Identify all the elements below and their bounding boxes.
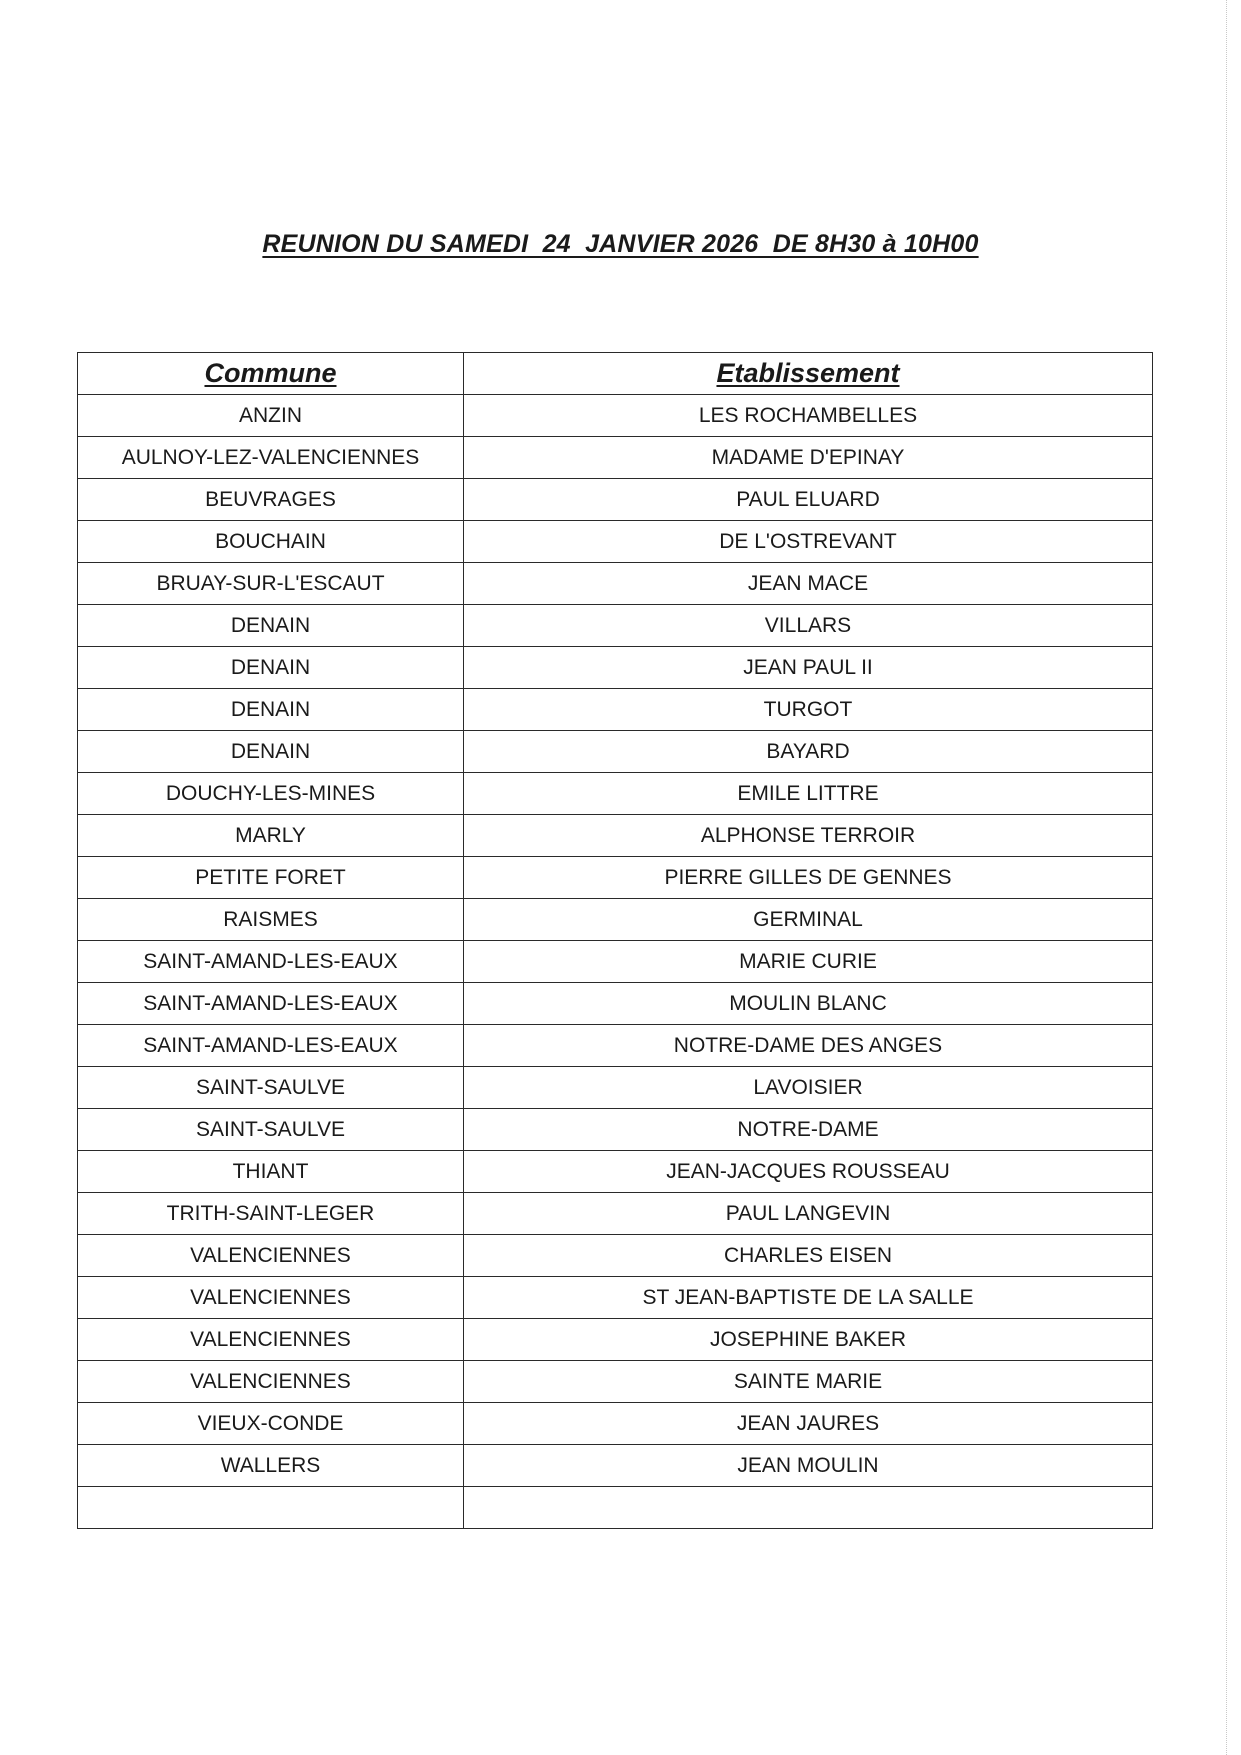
table-row — [78, 899, 1153, 941]
etablissement-cell: VILLARS — [464, 605, 1153, 647]
table-row — [78, 815, 1153, 857]
schedule-table — [77, 352, 1153, 1529]
column-header-commune: Commune — [78, 353, 464, 395]
table-row — [78, 1025, 1153, 1067]
etablissement-cell: MOULIN BLANC — [464, 983, 1153, 1025]
table-row — [78, 1235, 1153, 1277]
commune-cell: VALENCIENNES — [78, 1235, 464, 1277]
table-row — [78, 1151, 1153, 1193]
commune-cell: TRITH-SAINT-LEGER — [78, 1193, 464, 1235]
etablissement-cell: JEAN-JACQUES ROUSSEAU — [464, 1151, 1153, 1193]
column-header-etablissement: Etablissement — [464, 353, 1153, 395]
etablissement-cell: TURGOT — [464, 689, 1153, 731]
etablissement-cell: JEAN JAURES — [464, 1403, 1153, 1445]
commune-cell: VIEUX-CONDE — [78, 1403, 464, 1445]
commune-cell: MARLY — [78, 815, 464, 857]
etablissement-cell: ALPHONSE TERROIR — [464, 815, 1153, 857]
commune-cell: VALENCIENNES — [78, 1277, 464, 1319]
table-row — [78, 983, 1153, 1025]
table-row — [78, 1277, 1153, 1319]
commune-cell: DOUCHY-LES-MINES — [78, 773, 464, 815]
commune-cell: SAINT-AMAND-LES-EAUX — [78, 983, 464, 1025]
etablissement-cell — [464, 1487, 1153, 1529]
commune-cell: WALLERS — [78, 1445, 464, 1487]
commune-cell: THIANT — [78, 1151, 464, 1193]
commune-cell: BOUCHAIN — [78, 521, 464, 563]
page-edge — [1226, 0, 1227, 1755]
document-title: REUNION DU SAMEDI 24 JANVIER 2026 DE 8H30 à 10H00 — [262, 230, 979, 258]
table-row — [78, 647, 1153, 689]
table-row — [78, 1361, 1153, 1403]
table-row — [78, 1319, 1153, 1361]
etablissement-cell: JEAN PAUL II — [464, 647, 1153, 689]
table-row — [78, 1445, 1153, 1487]
etablissement-cell: NOTRE-DAME — [464, 1109, 1153, 1151]
etablissement-cell: JEAN MACE — [464, 563, 1153, 605]
table-body — [78, 395, 1153, 1529]
table-row — [78, 1067, 1153, 1109]
table-row — [78, 479, 1153, 521]
etablissement-cell: DE L'OSTREVANT — [464, 521, 1153, 563]
commune-cell: DENAIN — [78, 647, 464, 689]
etablissement-cell: SAINTE MARIE — [464, 1361, 1153, 1403]
commune-cell: VALENCIENNES — [78, 1361, 464, 1403]
etablissement-cell: MADAME D'EPINAY — [464, 437, 1153, 479]
etablissement-cell: PIERRE GILLES DE GENNES — [464, 857, 1153, 899]
table-row — [78, 395, 1153, 437]
commune-cell: DENAIN — [78, 689, 464, 731]
table-row — [78, 1193, 1153, 1235]
table-row — [78, 731, 1153, 773]
etablissement-cell: LAVOISIER — [464, 1067, 1153, 1109]
commune-cell: SAINT-AMAND-LES-EAUX — [78, 941, 464, 983]
table-row — [78, 1403, 1153, 1445]
etablissement-cell: LES ROCHAMBELLES — [464, 395, 1153, 437]
commune-cell: DENAIN — [78, 605, 464, 647]
commune-cell — [78, 1487, 464, 1529]
table-row — [78, 563, 1153, 605]
table-row — [78, 1487, 1153, 1529]
etablissement-cell: JOSEPHINE BAKER — [464, 1319, 1153, 1361]
table-row — [78, 941, 1153, 983]
table-row — [78, 857, 1153, 899]
etablissement-cell: BAYARD — [464, 731, 1153, 773]
commune-cell: RAISMES — [78, 899, 464, 941]
table-row — [78, 773, 1153, 815]
table-header-row — [78, 353, 1153, 395]
commune-cell: SAINT-AMAND-LES-EAUX — [78, 1025, 464, 1067]
etablissement-cell: CHARLES EISEN — [464, 1235, 1153, 1277]
commune-cell: ANZIN — [78, 395, 464, 437]
commune-cell: DENAIN — [78, 731, 464, 773]
table-row — [78, 1109, 1153, 1151]
table-row — [78, 605, 1153, 647]
etablissement-cell: PAUL LANGEVIN — [464, 1193, 1153, 1235]
commune-cell: SAINT-SAULVE — [78, 1067, 464, 1109]
etablissement-cell: JEAN MOULIN — [464, 1445, 1153, 1487]
commune-cell: PETITE FORET — [78, 857, 464, 899]
table-row — [78, 521, 1153, 563]
table-row — [78, 689, 1153, 731]
table-row — [78, 437, 1153, 479]
commune-cell: BRUAY-SUR-L'ESCAUT — [78, 563, 464, 605]
etablissement-cell: MARIE CURIE — [464, 941, 1153, 983]
commune-cell: VALENCIENNES — [78, 1319, 464, 1361]
etablissement-cell: GERMINAL — [464, 899, 1153, 941]
etablissement-cell: EMILE LITTRE — [464, 773, 1153, 815]
etablissement-cell: ST JEAN-BAPTISTE DE LA SALLE — [464, 1277, 1153, 1319]
etablissement-cell: PAUL ELUARD — [464, 479, 1153, 521]
commune-cell: BEUVRAGES — [78, 479, 464, 521]
commune-cell: SAINT-SAULVE — [78, 1109, 464, 1151]
etablissement-cell: NOTRE-DAME DES ANGES — [464, 1025, 1153, 1067]
commune-cell: AULNOY-LEZ-VALENCIENNES — [78, 437, 464, 479]
